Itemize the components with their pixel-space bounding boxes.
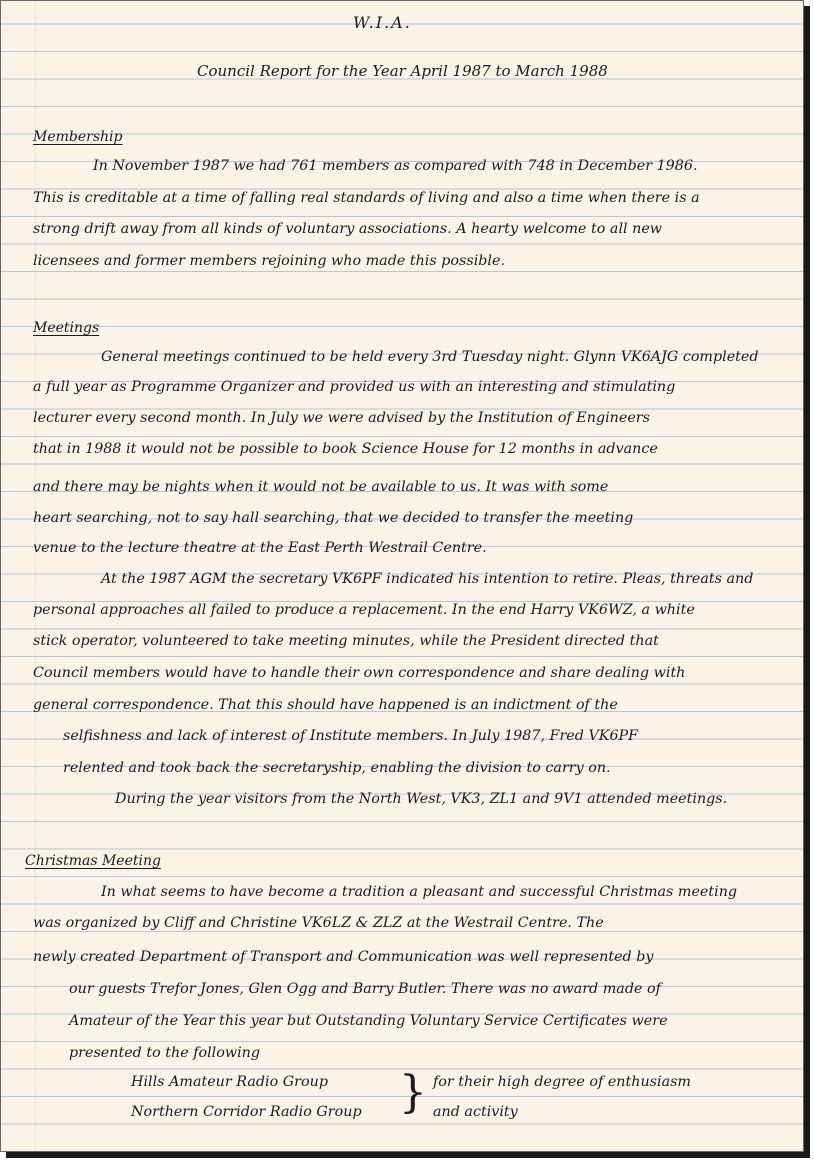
- margin-rule: [35, 1, 36, 1151]
- text-line: personal approaches all failed to produce a replacement. In the end Harry VK6WZ, a white: [33, 602, 695, 618]
- text-line: strong drift away from all kinds of voluntary associations. A hearty welcome to all new: [33, 221, 663, 237]
- text-line: our guests Trefor Jones, Glen Ogg and Barry Butler. There was no award made of: [69, 981, 661, 997]
- document-title: W.I.A.: [353, 13, 412, 32]
- text-line: general correspondence. That this should have happened is an indictment of the: [33, 697, 618, 713]
- text-line: newly created Department of Transport and Communication was well represented by: [33, 949, 654, 965]
- section-heading-christmas-meeting: Christmas Meeting: [25, 853, 161, 869]
- recipients-note: and activity: [433, 1104, 518, 1120]
- text-line: In November 1987 we had 761 members as compared with 748 in December 1986.: [93, 158, 698, 174]
- text-line: In what seems to have become a tradition a pleasant and successful Christmas meeting: [101, 884, 738, 900]
- text-line: This is creditable at a time of falling real standards of living and also a time when there is a: [33, 190, 700, 206]
- text-line: licensees and former members rejoining who made this possible.: [33, 253, 505, 269]
- text-line: General meetings continued to be held every 3rd Tuesday night. Glynn VK6AJG completed: [101, 349, 759, 365]
- recipient-name: Hills Amateur Radio Group: [131, 1074, 328, 1090]
- text-line: Council members would have to handle their own correspondence and share dealing with: [33, 665, 686, 681]
- text-line: relented and took back the secretaryship, enabling the division to carry on.: [63, 760, 611, 776]
- brace-mark: }: [399, 1067, 427, 1118]
- text-line: that in 1988 it would not be possible to book Science House for 12 months in advance: [33, 441, 658, 457]
- text-line: stick operator, volunteered to take meeting minutes, while the President directed that: [33, 633, 659, 649]
- text-line: selfishness and lack of interest of Institute members. In July 1987, Fred VK6PF: [63, 728, 639, 744]
- document-subtitle: Council Report for the Year April 1987 to March 1988: [197, 62, 608, 80]
- text-line: heart searching, not to say hall searching, that we decided to transfer the meeting: [33, 510, 634, 526]
- section-heading-membership: Membership: [33, 129, 123, 145]
- text-line: Amateur of the Year this year but Outstanding Voluntary Service Certificates were: [69, 1013, 668, 1029]
- recipients-note: for their high degree of enthusiasm: [433, 1074, 691, 1090]
- section-heading-meetings: Meetings: [33, 320, 100, 336]
- text-line: venue to the lecture theatre at the East Perth Westrail Centre.: [33, 540, 487, 556]
- text-line: During the year visitors from the North West, VK3, ZL1 and 9V1 attended meetings.: [115, 791, 728, 807]
- text-line: a full year as Programme Organizer and provided us with an interesting and stimulating: [33, 379, 676, 395]
- text-line: lecturer every second month. In July we were advised by the Institution of Engineers: [33, 410, 650, 426]
- text-line: presented to the following: [69, 1045, 261, 1061]
- text-line: At the 1987 AGM the secretary VK6PF indicated his intention to retire. Pleas, threats and: [101, 571, 754, 587]
- text-line: and there may be nights when it would not be available to us. It was with some: [33, 479, 609, 495]
- recipient-name: Northern Corridor Radio Group: [131, 1104, 362, 1120]
- text-line: was organized by Cliff and Christine VK6LZ & ZLZ at the Westrail Centre. The: [33, 915, 604, 931]
